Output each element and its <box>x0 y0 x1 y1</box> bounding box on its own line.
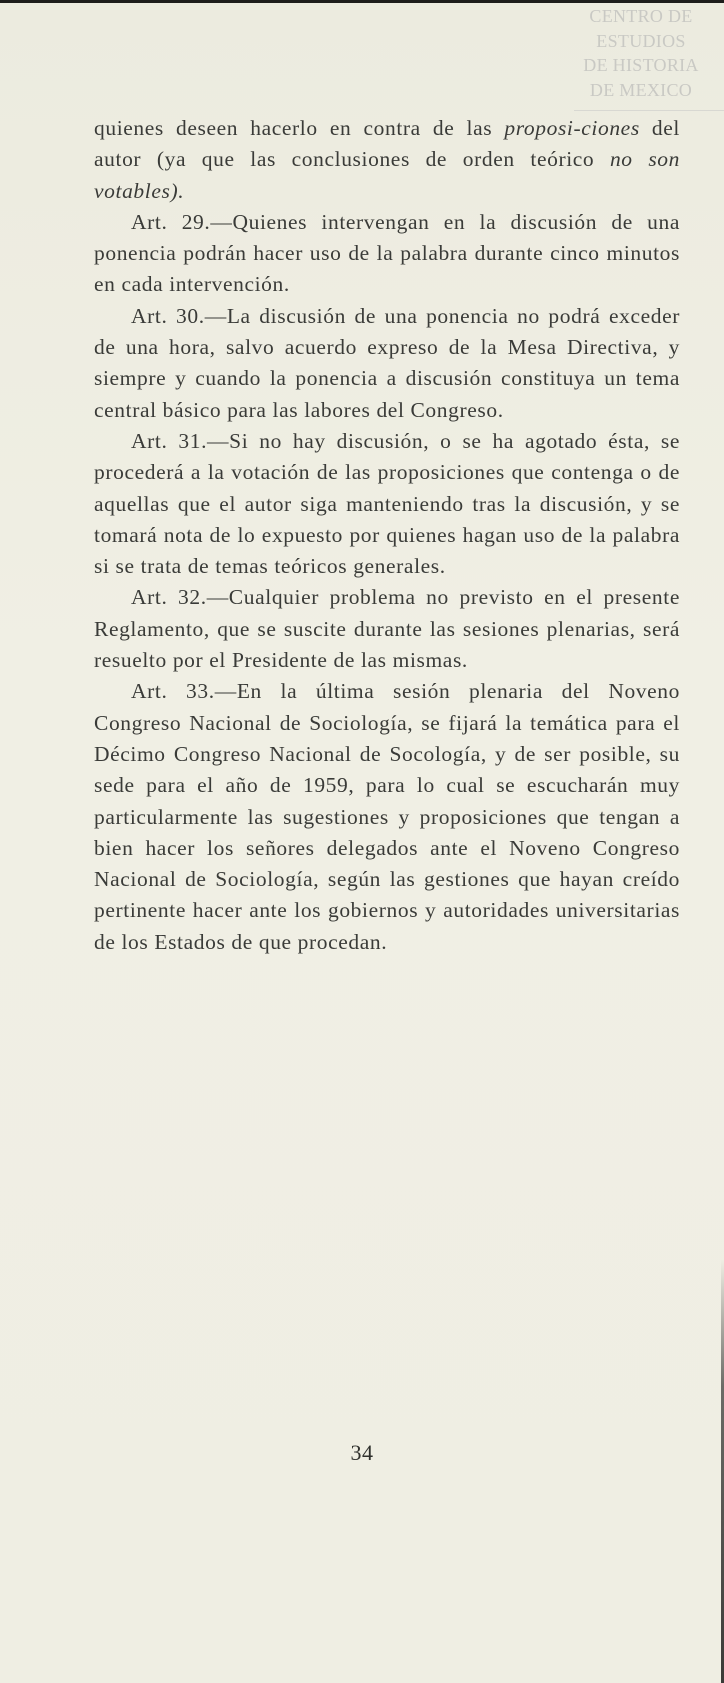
article-30: Art. 30.—La discusión de una ponencia no podrá exceder de una hora, salvo acuerdo expreso de la Mesa Directiva, y siempre y cuando la ponencia a discusión constituya un tema central básico para las labores del Congreso. <box>94 303 680 422</box>
archive-watermark <box>572 4 710 102</box>
top-border-rule <box>0 0 724 3</box>
paragraph-continuation-start: quienes deseen hacerlo en contra de las <box>94 116 505 140</box>
watermark-line-3: DE HISTORIA <box>583 55 699 75</box>
watermark-line-1: CENTRO DE <box>589 6 693 26</box>
watermark-line-2: ESTUDIOS <box>596 30 686 51</box>
paragraph-continuation-middle: del autor (ya que las conclusiones de orden teórico <box>94 116 681 172</box>
watermark-line-4: DE MEXICO <box>589 79 693 100</box>
article-31: Art. 31.—Si no hay discusión, o se ha agotado ésta, se procederá a la votación de las proposiciones que contenga o de aquellas que el autor siga manteniendo tras la discusión, y se tomará nota de lo expuesto por quienes hagan uso de la palabra si se trata de temas teóricos generales. <box>94 428 680 579</box>
page-number: 34 <box>350 1440 374 1465</box>
paragraph-continuation <box>94 113 680 207</box>
article-29: Art. 29.—Quienes intervengan en la discusión de una ponencia podrán hacer uso de la palabra durante cinco minutos en cada intervención. <box>94 209 680 297</box>
article-32: Art. 32.—Cualquier problema no previsto en el presente Reglamento, que se suscite durante las sesiones plenarias, será resuelto por el Presidente de las mismas. <box>94 585 680 673</box>
italic-no-son-votables: no son votables). <box>94 147 680 203</box>
article-33: Art. 33.—En la última sesión plenaria del Noveno Congreso Nacional de Sociología, se fijará la temática para el Décimo Congreso Nacional de Socología, y de ser posible, su sede para el año de 1959, para lo cual se escucharán muy particularmente las sugestiones y proposiciones que tengan a bien hacer los señores delegados ante el Noveno Congreso Nacional de Sociología, según las gestiones que hayan creído pertinente hacer ante los gobiernos y autoridades universitarias de los Estados de que procedan. <box>94 679 680 954</box>
italic-proposiciones: proposi-ciones <box>504 116 640 140</box>
watermark-rule <box>574 110 724 111</box>
body-text <box>94 113 680 958</box>
